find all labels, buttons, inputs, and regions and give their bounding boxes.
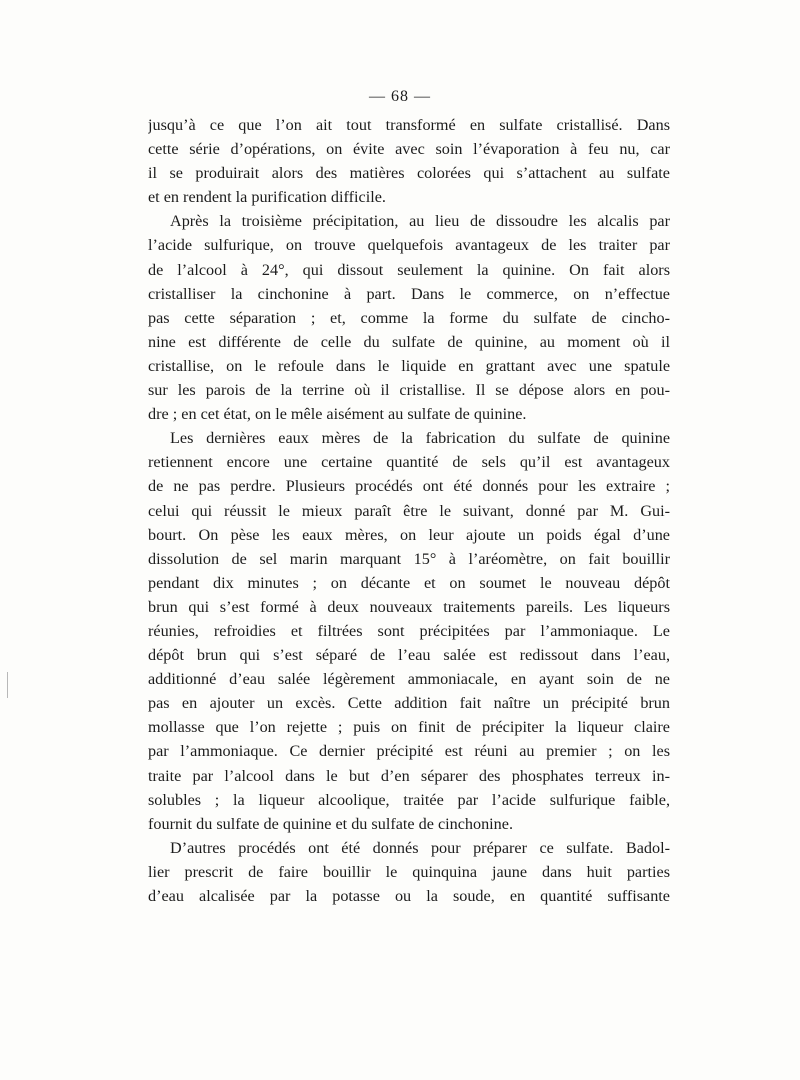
text-line: traite par l’alcool dans le but d’en séparer des phosphates terreux in- <box>148 766 670 785</box>
text-line: additionné d’eau salée légèrement ammoniacale, en ayant soin de ne <box>148 670 670 689</box>
text-line: de l’alcool à 24°, qui dissout seulement la quinine. On fait alors <box>148 260 670 279</box>
text-line: sur les parois de la terrine où il cristallise. Il se dépose alors en pou- <box>148 381 670 400</box>
text-line: solubles ; la liqueur alcoolique, traitée par l’acide sulfurique faible, <box>148 790 670 809</box>
text-line: dissolution de sel marin marquant 15° à l’aréomètre, on fait bouillir <box>148 549 670 568</box>
text-line: mollasse que l’on rejette ; puis on finit de précipiter la liqueur claire <box>148 718 670 737</box>
text-line: Après la troisième précipitation, au lieu de dissoudre les alcalis par <box>170 212 670 231</box>
text-line: par l’ammoniaque. Ce dernier précipité est réuni au premier ; on les <box>148 742 670 761</box>
text-line: lier prescrit de faire bouillir le quinquina jaune dans huit parties <box>148 862 670 881</box>
text-line: Les dernières eaux mères de la fabrication du sulfate de quinine <box>170 429 670 448</box>
text-line: dépôt brun qui s’est séparé de l’eau salée est redissout dans l’eau, <box>148 646 670 665</box>
text-line: l’acide sulfurique, on trouve quelquefois avantageux de les traiter par <box>148 236 670 255</box>
text-line: pas en ajouter un excès. Cette addition fait naître un précipité brun <box>148 694 670 713</box>
body-text <box>148 113 670 908</box>
text-line: pendant dix minutes ; on décante et on soumet le nouveau dépôt <box>148 573 670 592</box>
text-line: D’autres procédés ont été donnés pour préparer ce sulfate. Badol- <box>170 838 670 857</box>
text-line: il se produirait alors des matières colorées qui s’attachent au sulfate <box>148 164 670 183</box>
text-line: cristalliser la cinchonine à part. Dans le commerce, on n’effectue <box>148 284 670 303</box>
text-line: fournit du sulfate de quinine et du sulfate de cinchonine. <box>148 814 514 833</box>
page-number: — 68 — <box>369 88 431 105</box>
text-line: bourt. On pèse les eaux mères, on leur ajoute un poids égal d’une <box>148 525 670 544</box>
text-line: dre ; en cet état, on le mêle aisément au sulfate de quinine. <box>148 405 527 424</box>
text-line: nine est différente de celle du sulfate de quinine, au moment où il <box>148 332 670 351</box>
text-line: retiennent encore une certaine quantité de sels qu’il est avantageux <box>148 453 670 472</box>
text-line: celui qui réussit le mieux paraît être le suivant, donné par M. Gui- <box>148 501 670 520</box>
text-line: d’eau alcalisée par la potasse ou la soude, en quantité suffisante <box>148 887 670 905</box>
text-line: cristallise, on le refoule dans le liquide en grattant avec une spatule <box>148 356 670 375</box>
text-line: jusqu’à ce que l’on ait tout transformé en sulfate cristallisé. Dans <box>148 116 670 134</box>
text-line: et en rendent la purification difficile. <box>148 188 386 207</box>
text-line: réunies, refroidies et filtrées sont précipitées par l’ammoniaque. Le <box>148 621 670 640</box>
margin-mark <box>7 672 8 698</box>
text-line: cette série d’opérations, on évite avec soin l’évaporation à feu nu, car <box>148 140 670 159</box>
text-line: de ne pas perdre. Plusieurs procédés ont été donnés pour les extraire ; <box>148 477 670 496</box>
text-line: brun qui s’est formé à deux nouveaux traitements pareils. Les liqueurs <box>148 597 670 616</box>
text-line: pas cette séparation ; et, comme la forme du sulfate de cincho- <box>148 308 670 327</box>
